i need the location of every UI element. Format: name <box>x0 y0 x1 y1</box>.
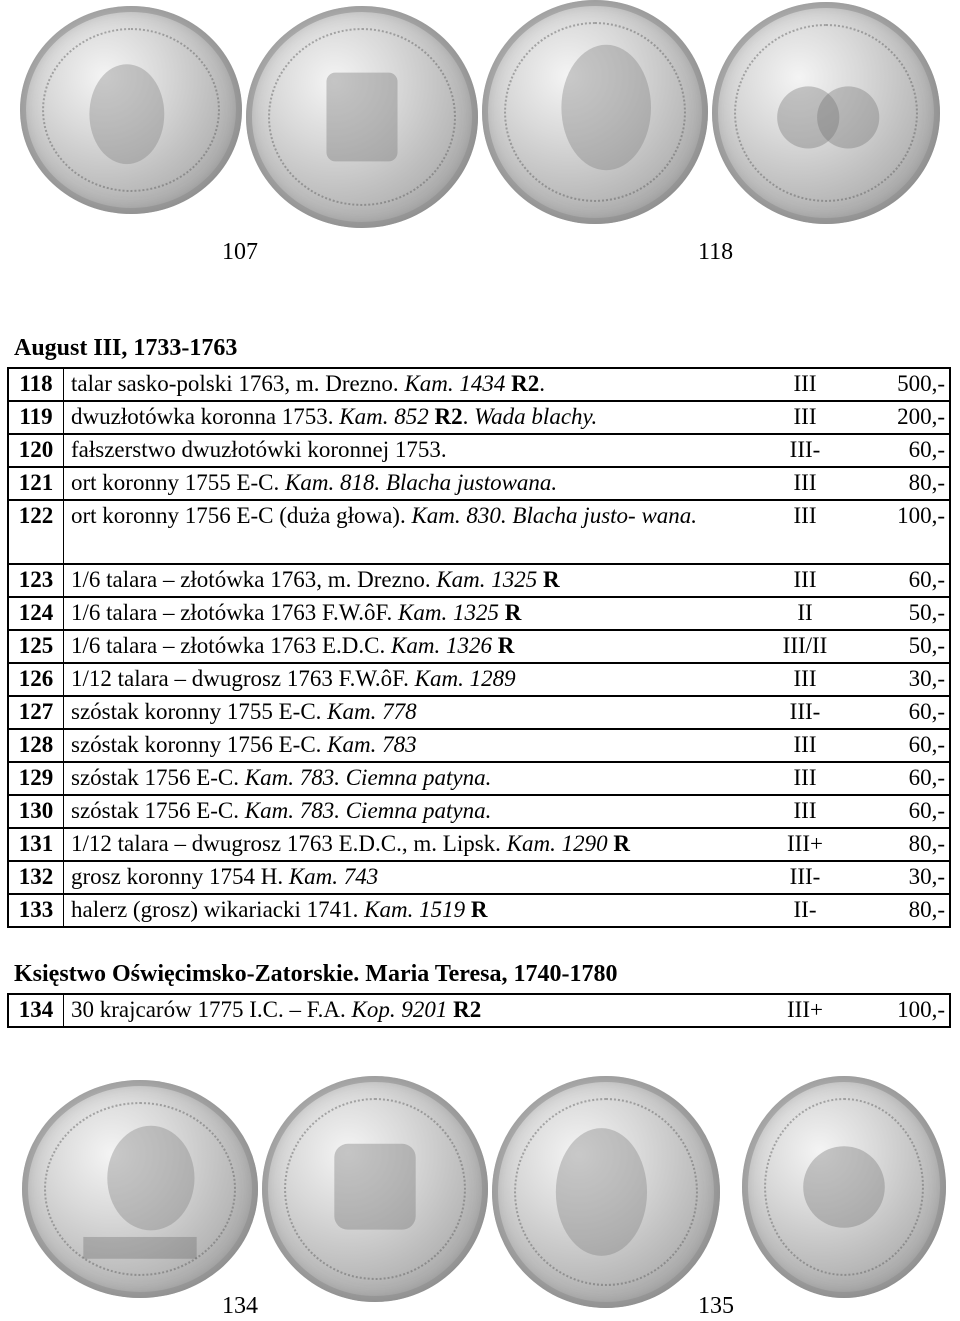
coin-image-107-reverse <box>246 6 478 228</box>
rarity-mark: R <box>613 831 630 856</box>
description-text: . <box>462 404 475 429</box>
description-text: 1/6 talara – złotówka 1763 E.D.C. <box>71 633 392 658</box>
lot-row-128 <box>8 729 950 762</box>
lot-caption-118: 118 <box>698 239 734 265</box>
lot-grade: III <box>749 663 861 696</box>
coin-image-135-reverse <box>742 1076 946 1298</box>
coin-image-134-reverse <box>262 1076 488 1302</box>
lot-number: 127 <box>8 696 64 729</box>
lot-row-123 <box>8 564 950 597</box>
coin-image-135-obverse <box>492 1076 720 1308</box>
lot-price: 60,- <box>861 434 950 467</box>
lot-row-134 <box>8 994 950 1027</box>
catalog-reference: Kam. 1434 <box>404 371 506 396</box>
catalog-reference: Kam. 1289 <box>414 666 516 691</box>
lot-price: 500,- <box>861 368 950 401</box>
catalog-reference: Kam. 1290 <box>506 831 608 856</box>
lot-row-121 <box>8 467 950 500</box>
lot-price: 100,- <box>861 500 950 564</box>
lot-price: 60,- <box>861 762 950 795</box>
description-text: 30 krajcarów 1775 I.C. – F.A. <box>71 997 352 1022</box>
rarity-mark: R2 <box>453 997 482 1022</box>
lot-price: 60,- <box>861 696 950 729</box>
lot-row-124 <box>8 597 950 630</box>
rarity-mark: R <box>497 633 515 658</box>
lot-grade: III <box>749 368 861 401</box>
lot-grade: III- <box>749 696 861 729</box>
lot-row-132 <box>8 861 950 894</box>
lot-row-119 <box>8 401 950 434</box>
lot-row-122 <box>8 500 950 564</box>
catalog-reference: Kam. 783. Ciemna patyna. <box>244 765 492 790</box>
lot-price: 30,- <box>861 861 950 894</box>
lot-description <box>64 434 750 467</box>
section-title-oswiecim-zator: Księstwo Oświęcimsko-Zatorskie. Maria Teresa, 1740-1780 <box>14 961 618 987</box>
coin-image-107-obverse <box>20 6 242 214</box>
description-text: szóstak 1756 E-C. <box>71 798 245 823</box>
lot-price: 60,- <box>861 795 950 828</box>
lot-description <box>64 861 750 894</box>
description-text: halerz (grosz) wikariacki 1741. <box>71 897 365 922</box>
coin-image-134-obverse <box>22 1080 258 1298</box>
lot-description <box>64 663 750 696</box>
lot-price: 60,- <box>861 564 950 597</box>
description-text: szóstak koronny 1756 E-C. <box>71 732 328 757</box>
description-text: ort koronny 1755 E-C. <box>71 470 286 495</box>
lot-number: 132 <box>8 861 64 894</box>
catalog-reference: Kam. 783. Ciemna patyna. <box>244 798 492 823</box>
lot-description <box>64 467 750 500</box>
lot-description <box>64 828 750 861</box>
lot-row-126 <box>8 663 950 696</box>
lots-table-oswiecim-zator <box>7 993 951 1028</box>
lot-price: 50,- <box>861 597 950 630</box>
lot-price: 30,- <box>861 663 950 696</box>
coin-image-118-reverse <box>712 2 940 224</box>
lot-number: 130 <box>8 795 64 828</box>
description-text: 1/12 talara – dwugrosz 1763 E.D.C., m. Lipsk. <box>71 831 507 856</box>
lot-description <box>64 500 750 564</box>
lot-caption-134: 134 <box>222 1293 258 1319</box>
lot-number: 122 <box>8 500 64 564</box>
lot-row-130 <box>8 795 950 828</box>
lot-number: 118 <box>8 368 64 401</box>
lot-description <box>64 597 750 630</box>
lot-grade: III+ <box>749 828 861 861</box>
rarity-mark: R <box>504 600 522 625</box>
catalog-reference: Wada blachy. <box>474 404 598 429</box>
lot-number: 119 <box>8 401 64 434</box>
lot-description <box>64 368 750 401</box>
coin-image-118-obverse <box>482 0 708 224</box>
lot-caption-135: 135 <box>698 1293 734 1319</box>
lot-grade: III <box>749 795 861 828</box>
lot-price: 80,- <box>861 894 950 927</box>
description-text: 1/6 talara – złotówka 1763, m. Drezno. <box>71 567 437 592</box>
lot-description <box>64 564 750 597</box>
lot-number: 134 <box>8 994 64 1027</box>
lot-grade: III <box>749 564 861 597</box>
lot-description <box>64 795 750 828</box>
lot-number: 131 <box>8 828 64 861</box>
description-text: 1/12 talara – dwugrosz 1763 F.W.ôF. <box>71 666 415 691</box>
lot-row-118 <box>8 368 950 401</box>
lot-grade: II- <box>749 894 861 927</box>
description-text: talar sasko-polski 1763, m. Drezno. <box>71 371 405 396</box>
lot-price: 80,- <box>861 828 950 861</box>
description-text: dwuzłotówka koronna 1753. <box>71 404 340 429</box>
lot-description <box>64 994 750 1027</box>
catalog-reference: Kam. 1519 <box>364 897 466 922</box>
lots-table-august-iii <box>7 367 951 928</box>
lot-number: 128 <box>8 729 64 762</box>
description-text: szóstak 1756 E-C. <box>71 765 245 790</box>
catalog-reference: Kam. 1326 <box>391 633 492 658</box>
lot-row-129 <box>8 762 950 795</box>
lot-number: 129 <box>8 762 64 795</box>
catalog-reference: Kam. 743 <box>288 864 379 889</box>
lot-row-131 <box>8 828 950 861</box>
description-text: 1/6 talara – złotówka 1763 F.W.ôF. <box>71 600 399 625</box>
lot-price: 80,- <box>861 467 950 500</box>
lot-number: 123 <box>8 564 64 597</box>
rarity-mark: R <box>470 897 488 922</box>
lot-grade: II <box>749 597 861 630</box>
lot-number: 125 <box>8 630 64 663</box>
lot-description <box>64 762 750 795</box>
section-title-august-iii: August III, 1733-1763 <box>14 335 238 361</box>
lot-number: 133 <box>8 894 64 927</box>
catalog-reference: Kam. 852 <box>339 404 429 429</box>
lot-description <box>64 401 750 434</box>
rarity-mark: R2 <box>511 371 540 396</box>
lot-caption-107: 107 <box>222 239 258 265</box>
lot-grade: III <box>749 762 861 795</box>
lot-grade: III/II <box>749 630 861 663</box>
description-text: grosz koronny 1754 H. <box>71 864 289 889</box>
catalog-reference: Kam. 778 <box>327 699 417 724</box>
lot-description <box>64 729 750 762</box>
lot-description <box>64 894 750 927</box>
lot-grade: III <box>749 467 861 500</box>
lot-row-120 <box>8 434 950 467</box>
lot-price: 200,- <box>861 401 950 434</box>
description-text: fałszerstwo dwuzłotówki koronnej 1753. <box>71 437 447 462</box>
rarity-mark: R <box>543 567 560 592</box>
lot-price: 100,- <box>861 994 950 1027</box>
lot-price: 50,- <box>861 630 950 663</box>
lot-grade: III <box>749 500 861 564</box>
catalog-reference: Kam. 818. Blacha justowana. <box>285 470 558 495</box>
catalog-reference: Kam. 783 <box>327 732 417 757</box>
lot-grade: III- <box>749 434 861 467</box>
catalog-reference: Kam. 1325 <box>398 600 499 625</box>
description-text: . <box>539 371 546 396</box>
lot-number: 124 <box>8 597 64 630</box>
lot-grade: III+ <box>749 994 861 1027</box>
lot-row-133 <box>8 894 950 927</box>
lot-description <box>64 630 750 663</box>
lot-description <box>64 696 750 729</box>
lot-grade: III <box>749 729 861 762</box>
lot-grade: III- <box>749 861 861 894</box>
lot-grade: III <box>749 401 861 434</box>
lot-price: 60,- <box>861 729 950 762</box>
description-text: szóstak koronny 1755 E-C. <box>71 699 328 724</box>
catalog-reference: Kam. 1325 <box>436 567 538 592</box>
lot-number: 126 <box>8 663 64 696</box>
catalog-reference: Kam. 830. Blacha justo- wana. <box>411 503 698 528</box>
description-text: ort koronny 1756 E-C (duża głowa). <box>71 503 412 528</box>
catalog-reference: Kop. 9201 <box>351 997 448 1022</box>
lot-number: 121 <box>8 467 64 500</box>
lot-row-125 <box>8 630 950 663</box>
rarity-mark: R2 <box>434 404 463 429</box>
lot-row-127 <box>8 696 950 729</box>
lot-number: 120 <box>8 434 64 467</box>
